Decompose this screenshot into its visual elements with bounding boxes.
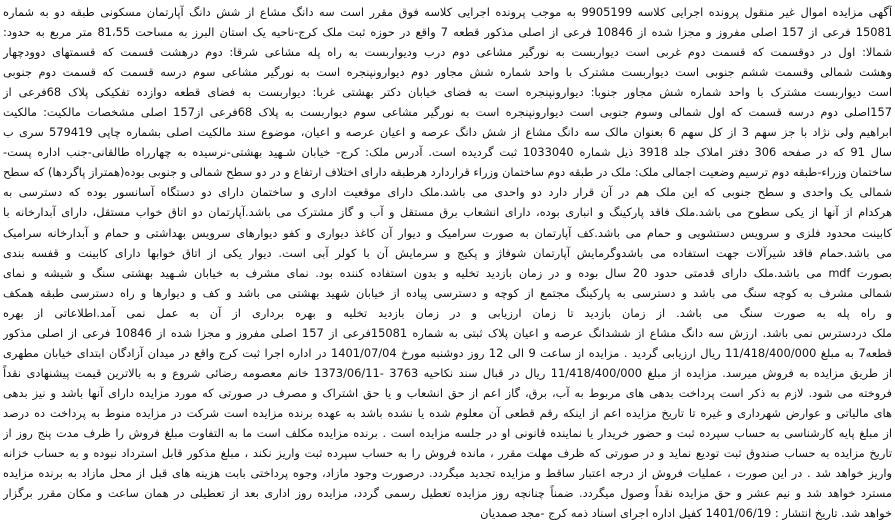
notice-line: تاریخ مزایده به حساب صندوق ثبت تودیع نماید و در صورتی که ظرف مهلت مقرر ، مانده فروش را به حساب سپرده ثبت واریز نکند ، مبلغ مذکور قابل استرداد نبوده و به حساب خزانه bbox=[3, 446, 892, 461]
notice-line: هرکدام از آنها از یکی سطوح می باشد.ملک فاقد پارکینگ و انباری بوده، دارای انشعاب برق مستقل و آب و گاز مشترک می باشد.آپارتمان دو اتاق خواب مستقل، دارای آبدارخانه با bbox=[3, 205, 892, 220]
notice-line: می باشد.حمام فاقد شیرآلات جهت استفاده می باشدوگرمایش آپارتمان شوفاژ و پکیج و سرمایش آن با کولر آبی است. دیوار یکی از اتاق خوابها دارای کابینت و قفسه بندی bbox=[3, 245, 892, 260]
notice-line: 157اصلی دوم درسه قسمت که اول شمالی وسوم جنوبی است دیوارونپنجره است به نورگیر مشاعی سوم دیواربست به پلاک 68فرعی از157 اصلی مشخصات مالکیت: مالکیت bbox=[3, 105, 892, 120]
notice-line: شمالی یک واحدی و سطح جنوبی که این ملک هم در آن قرار دارد دو واحدی می باشد.ملک دارای موقعیت اداری و ساختمان دارای دو دستگاه آسانسور بوده که دسترسی به bbox=[3, 185, 892, 200]
notice-line: 15081 فرعی از 157 اصلی مفروز و مجزا شده از 10846 فرعی از اصلی مذکور قطعه 7 واقع در حوزه ثبت ملک کرج-ناحیه یک استان البرز به مساحت 81،55 متر مربع به حدود: bbox=[3, 25, 892, 40]
notice-line: آگهی مزایده اموال غیر منقول پرونده اجرایی کلاسه 9905199 به موجب پرونده اجرایی کلاسه فوق مقرر است سه دانگ مشاع از شش دانگ آپارتمان مسکونی طبقه دو به شماره bbox=[3, 5, 892, 19]
notice-line: شمالا: اول در دوقسمت که قسمت دوم غربی است دیواربست به نورگیر مشاعی دوم درب ودیواربست به راه پله مشاعی شرقا: دوم درهشت قسمت که قسمتهای دوودچهار bbox=[3, 45, 892, 60]
notice-line: ملک دردسترس نمی باشد. ارزش سه دانگ مشاع از ششدانگ عرصه و اعیان پلاک ثبتی به شماره 15081فرعی از 157 اصلی مفروز و مجزا شده از 10846 فرعی از اصلی مذکور bbox=[3, 325, 892, 340]
notice-line: ساختمان وزراء-طبقه دوم ترسیم وضعیت اجمالی ملک: ملک در طبقه دوم ساختمان وزراء قراردارد هرطبقه دارای اختلاف ارتفاع و در دو سطح شمالی و جنوبی بوده(همتراز پاگردها) که سطح bbox=[3, 165, 892, 180]
notice-line: ابراهیم ولی نژاد با جز سهم 3 از کل سهم 6 بعنوان مالک سه دانگ مشاع از شش دانگ عرصه و اعیان عرصه و اعیان، موضوع سند مالکیت اصلی بشماره چاپی 579419 سری ب bbox=[3, 125, 892, 140]
notice-line: است دیواربست مشترک با واحد شماره شش مجاور جنوبا: دیوارونپنجره است به فضای خیابان دکتر بهشتی غربا: دیواربست به فضای قطعه دوازده تفکیکی پلاک 68فرعی از bbox=[3, 85, 892, 100]
notice-line: های مالیاتی و عوارض شهرداری و غیره تا تاریخ مزایده اعم از اینکه رقم قطعی آن معلوم شده یا نشده باشد به عهده برنده مزایده است شرکت در مزایده منوط به پرداخت ده درصد bbox=[3, 405, 892, 420]
notice-line: فروخته می شود. لازم به ذکر است پرداخت بدهی های مربوط به آب، برق، گاز اعم از حق انشعاب و یا حق اشتراک و مصرف در صورتی که مورد مزایده دارای آنها باشد و نیز بدهی bbox=[3, 385, 892, 400]
notice-line: بصورت mdf می باشد.ملک دارای قدمتی حدود 20 سال بوده و در زمان بازدید تخلیه و بدون استفاده کننده بود. نمای مشرف به خیابان شـهید بهشتی سنگ و شیشه و نمای bbox=[3, 265, 892, 280]
notice-line: وهشت شمالی وقسمت ششم جنوبی است دیواربست مشترک با واحد شماره شش مجاور دوم دیوارونپنجره است به نورگیر مشاعی سوم درسه قسمت که قسمت دوم جنوبی bbox=[3, 65, 892, 80]
notice-line: کابینت محدود فلزی و سرویس دستشویی و حمام می باشد.کف آپارتمان به صورت سرامیک و دیوار آن کاغذ دیواری و کفو دیوارهای سرویس بهداشتی و حمام و آبدارخانه سرامیک bbox=[3, 225, 892, 240]
notice-line: از طریق مزایده به فروش میرسد. مزایده از مبلغ 11/418/400/000 ریال در قبال سند نکاحیه 3763 -1373/06/11 خانم معصومه رضائی شروع و به بالاترین قیمت پیشنهادی نقداً bbox=[3, 365, 892, 380]
notice-line: شمالی مشرف به کوچه سنگ می باشد و دسترسی به پارکینگ مجتمع از کوچه و دسترسی پیاده از خیابان شهید بهشتی می باشد و کف و دیوارها و راه دسترسی طبقه همکف bbox=[3, 285, 892, 300]
notice-line: از مبلغ پایه کارشناسی به حساب سپرده ثبت و حضور خریدار یا نماینده قانونی او در جلسه مزایده است . برنده مزایده مکلف است ما به التفاوت مبلغ فروش را ظرف مدت پنج روز از bbox=[3, 425, 892, 440]
notice-line: و راه پله به صورت سنگ می باشد. از زمان بازدید تا زمان ارزیابی و در زمان بازدید تخلیه و بهره برداری از آن به عمل نمی آمد.اطلاعاتی از بهره bbox=[3, 305, 892, 320]
notice-line: قطعه7 به مبلغ 11/418/400/000 ریال ارزیابی گردید . مزایده از ساعت 9 الی 12 روز دوشنبه مورخ 1401/07/04 در اداره اجرا ثبت کرج واقع در میدان آزادگان ابتدای خیابان مطهری bbox=[3, 345, 892, 360]
notice-line: مسترد خواهد شد و نیم عشر و حق مزایده نقداً وصول میگردد. ضمناً چنانچه روز مزایده تعطیل رسمی گردد، مزایده روز اداری بعد از تعطیلی در همان ساعت و مکان مقرر برگزار bbox=[3, 486, 892, 501]
notice-line: سال 91 که در صفحه 306 دفتر املاک جلد 3918 ذیل شماره 1033040 ثبت گردیده است. آدرس ملک: کرج- خیابان شـهید بهشتی-نرسیده به چهارراه طالقانی-جنب اداره پست- bbox=[3, 145, 892, 160]
notice-line: واریز خواهد شد . در این صورت ، عملیات فروش از درجه اعتبار ساقط و مزایده تجدید میگردد. درصورت وجود مازاد، وجوه پرداختی بابت هزینه های قبل از محل مازاد به برنده مزایده bbox=[3, 466, 892, 481]
notice-line: خواهد شد. تاریخ انتشار : 1401/06/19 کفیل اداره اجرای اسناد ذمه کرج -مجد صمدیان bbox=[480, 506, 892, 521]
